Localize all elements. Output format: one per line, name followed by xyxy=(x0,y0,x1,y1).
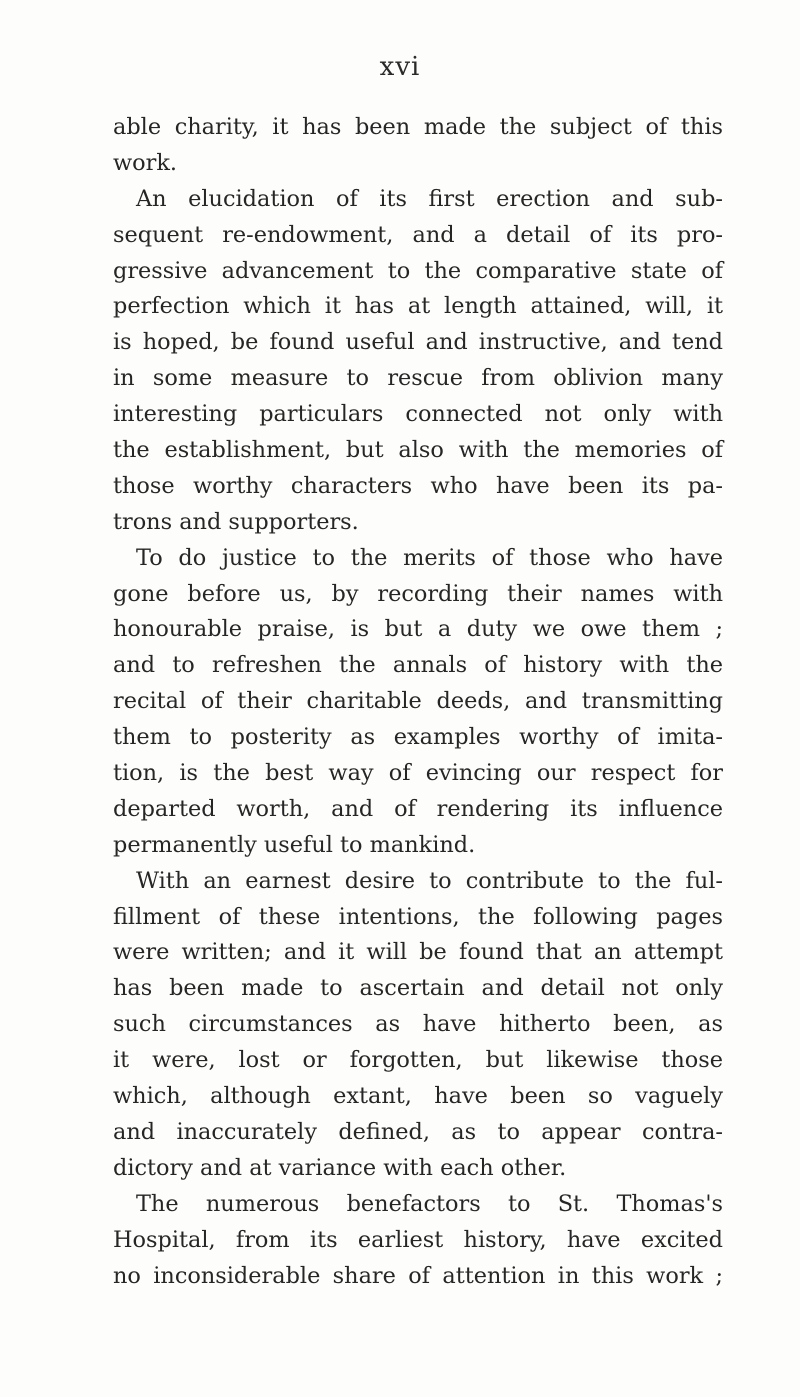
text-line: recital of their charitable deeds, and transmitting xyxy=(113,688,723,715)
text-line: were written; and it will be found that an attempt xyxy=(113,939,723,966)
text-line: An elucidation of its first erection and sub- xyxy=(136,185,723,212)
text-line: departed worth, and of rendering its influence xyxy=(113,795,723,822)
text-line: sequent re-endowment, and a detail of its pro- xyxy=(113,221,723,248)
text-line: in some measure to rescue from oblivion many xyxy=(113,365,723,392)
text-line: which, although extant, have been so vaguely xyxy=(113,1083,723,1110)
text-line: To do justice to the merits of those who have xyxy=(136,544,723,571)
text-line: gone before us, by recording their names with xyxy=(113,580,723,607)
text-line: work. xyxy=(113,149,178,176)
text-line: fillment of these intentions, the following pages xyxy=(113,903,723,930)
text-line: able charity, it has been made the subject of this xyxy=(113,114,723,140)
text-line: interesting particulars connected not only with xyxy=(113,401,723,428)
text-line: has been made to ascertain and detail not only xyxy=(113,975,723,1002)
text-line: permanently useful to mankind. xyxy=(113,831,476,858)
text-line: and inaccurately defined, as to appear contra- xyxy=(113,1118,723,1145)
text-line: them to posterity as examples worthy of imita- xyxy=(113,724,723,751)
text-line: tion, is the best way of evincing our respect for xyxy=(113,760,723,787)
page-number: xvi xyxy=(379,52,421,82)
text-line: it were, lost or forgotten, but likewise those xyxy=(113,1047,723,1074)
text-line: and to refreshen the annals of history with the xyxy=(113,652,723,679)
text-line: With an earnest desire to contribute to the ful- xyxy=(136,867,723,894)
text-line: no inconsiderable share of attention in this work ; xyxy=(113,1262,723,1289)
text-line: those worthy characters who have been its pa- xyxy=(113,472,723,499)
text-line: honourable praise, is but a duty we owe them ; xyxy=(113,616,723,643)
text-line: is hoped, be found useful and instructive, and tend xyxy=(113,329,723,356)
text-line: such circumstances as have hitherto been, as xyxy=(113,1011,723,1038)
text-line: Hospital, from its earliest history, have excited xyxy=(113,1226,723,1253)
text-line: perfection which it has at length attained, will, it xyxy=(113,293,723,320)
text-line: trons and supporters. xyxy=(113,508,359,535)
text-line: dictory and at variance with each other. xyxy=(113,1154,567,1181)
body-text xyxy=(113,110,723,1294)
text-line: the establishment, but also with the memories of xyxy=(113,437,723,464)
text-line: gressive advancement to the comparative state of xyxy=(113,257,723,284)
text-line: The numerous benefactors to St. Thomas's xyxy=(136,1190,723,1217)
